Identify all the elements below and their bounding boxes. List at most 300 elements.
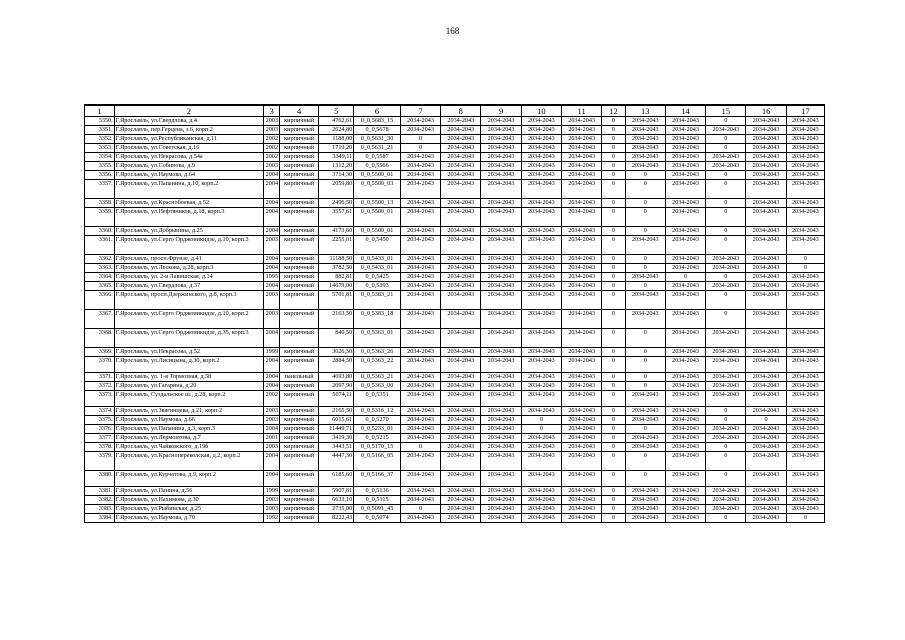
table-cell: 2034-2043 — [786, 273, 824, 282]
table-cell: 4447,30 — [319, 452, 354, 471]
table-cell: 3557,61 — [319, 208, 354, 227]
table-cell: 3359. — [85, 208, 115, 227]
table-cell: 2034-2043 — [400, 264, 440, 273]
table-cell: 2034-2043 — [786, 227, 824, 236]
table-cell: кирпичный — [280, 227, 319, 236]
table-row — [85, 348, 825, 357]
table-cell: 2034-2043 — [746, 348, 786, 357]
table-cell: 2034-2043 — [400, 291, 440, 310]
table-cell: 0_0,5316_12 — [354, 407, 401, 416]
table-cell: 2034-2043 — [441, 291, 481, 310]
table-cell: 3443,51 — [319, 443, 354, 452]
table-cell: 2034-2043 — [746, 227, 786, 236]
table-cell: 1999 — [264, 348, 280, 357]
column-header: 10 — [521, 105, 561, 117]
table-cell: 2003 — [264, 162, 280, 171]
table-cell: 2034-2043 — [521, 144, 561, 153]
table-cell: 2034-2043 — [521, 135, 561, 144]
table-cell: 2034-2043 — [521, 171, 561, 180]
table-cell: 2034-2043 — [746, 282, 786, 291]
table-header — [85, 105, 825, 117]
table-cell: 2034-2043 — [400, 329, 440, 348]
table-cell: Г.Ярославль, ул.Гагарина, д.20 — [114, 382, 263, 391]
table-cell: 2034-2043 — [441, 329, 481, 348]
table-cell: 2001 — [264, 434, 280, 443]
table-cell: 0 — [602, 443, 625, 452]
table-cell: 2034-2043 — [746, 273, 786, 282]
table-cell: 2034-2043 — [562, 208, 602, 227]
table-cell: 0_0,5091_45 — [354, 505, 401, 514]
table-cell: 3374. — [85, 407, 115, 416]
table-cell: 0 — [625, 357, 665, 373]
table-cell: 4173,60 — [319, 227, 354, 236]
table-cell: 2034-2043 — [746, 144, 786, 153]
table-cell: 0_0,5433_01 — [354, 264, 401, 273]
table-cell: панельный — [280, 373, 319, 382]
table-cell: 0_0,5587 — [354, 153, 401, 162]
table-cell: кирпичный — [280, 329, 319, 348]
table-cell: Г.Ярославль, ул.Республиканская, д.11 — [114, 135, 263, 144]
table-cell: 2034-2043 — [562, 357, 602, 373]
table-cell: 2034-2043 — [786, 291, 824, 310]
table-cell: Г.Ярославль, ул.Серго Орджоникидзе, д.10, корп.2 — [114, 310, 263, 329]
table-cell: 2034-2043 — [665, 208, 705, 227]
table-cell: 2034-2043 — [625, 487, 665, 496]
table-row — [85, 153, 825, 162]
table-cell: Г.Ярославль, ул.Папанина, д.3, корп.3 — [114, 425, 263, 434]
table-cell: 2034-2043 — [562, 382, 602, 391]
table-cell: 6633,10 — [319, 496, 354, 505]
table-cell: 0 — [602, 273, 625, 282]
table-body — [85, 117, 825, 523]
table-cell: 2034-2043 — [706, 382, 746, 391]
table-row — [85, 310, 825, 329]
table-cell: 0 — [602, 264, 625, 273]
table-cell: 2034-2043 — [786, 282, 824, 291]
table-cell: 2004 — [264, 199, 280, 208]
table-cell: 0 — [521, 416, 561, 425]
table-cell: 2034-2043 — [562, 171, 602, 180]
table-cell: 2034-2043 — [481, 126, 521, 135]
table-cell: 2034-2043 — [746, 264, 786, 273]
table-cell: 2034-2043 — [746, 471, 786, 487]
table-cell: 2034-2043 — [562, 126, 602, 135]
table-cell: 2034-2043 — [400, 382, 440, 391]
table-cell: 2034-2043 — [665, 487, 705, 496]
table-cell: 2034-2043 — [521, 291, 561, 310]
table-row — [85, 382, 825, 391]
table-cell: кирпичный — [280, 273, 319, 282]
table-cell: 2034-2043 — [481, 291, 521, 310]
table-cell: 5701,81 — [319, 291, 354, 310]
table-cell: 2034-2043 — [746, 162, 786, 171]
table-row — [85, 282, 825, 291]
table-cell: 2624,80 — [319, 126, 354, 135]
table-cell: 2034-2043 — [665, 348, 705, 357]
table-cell: Г.Ярославль, просп.Дзержинского, д.8, корп.3 — [114, 291, 263, 310]
table-cell: 0 — [602, 153, 625, 162]
table-cell: 2004 — [264, 452, 280, 471]
table-cell: 3372. — [85, 382, 115, 391]
table-cell: 2034-2043 — [521, 373, 561, 382]
table-cell: Г.Ярославль, ул.Наумова, д.66 — [114, 416, 263, 425]
table-cell: 3349,11 — [319, 153, 354, 162]
table-cell: 2034-2043 — [562, 496, 602, 505]
table-cell: 2034-2043 — [521, 348, 561, 357]
table-cell: 0 — [602, 382, 625, 391]
table-row — [85, 162, 825, 171]
table-cell: 0_0,5363_01 — [354, 329, 401, 348]
column-header: 9 — [481, 105, 521, 117]
table-cell: 0_0,5393 — [354, 282, 401, 291]
table-cell: 2034-2043 — [665, 227, 705, 236]
table-cell: 3365. — [85, 282, 115, 291]
table-row — [85, 264, 825, 273]
table-cell: 2034-2043 — [746, 199, 786, 208]
table-cell: 2003 — [264, 505, 280, 514]
table-cell: 2034-2043 — [665, 117, 705, 126]
table-cell: 2034-2043 — [625, 117, 665, 126]
table-cell: Г.Ярославль, ул.Папанина, д.10, корп.2 — [114, 180, 263, 199]
table-cell: 2034-2043 — [441, 357, 481, 373]
table-cell: 2034-2043 — [665, 443, 705, 452]
table-cell: 0 — [625, 208, 665, 227]
table-cell: 1188,00 — [319, 135, 354, 144]
table-cell: Г.Ярославль, Суздальское ш., д.28, корп.2 — [114, 391, 263, 407]
table-cell: 2034-2043 — [400, 273, 440, 282]
table-cell: 2097,90 — [319, 382, 354, 391]
table-cell: 2034-2043 — [562, 348, 602, 357]
table-cell: 2034-2043 — [786, 162, 824, 171]
table-cell: 0 — [665, 273, 705, 282]
table-cell: 2034-2043 — [481, 236, 521, 255]
table-cell: 2034-2043 — [481, 443, 521, 452]
table-row — [85, 273, 825, 282]
table-cell: 0_0,5351 — [354, 391, 401, 407]
table-cell: 2034-2043 — [786, 171, 824, 180]
table-cell: 2034-2043 — [481, 117, 521, 126]
table-cell: 2034-2043 — [706, 153, 746, 162]
table-cell: 2034-2043 — [562, 452, 602, 471]
table-cell: 2034-2043 — [562, 416, 602, 425]
table-cell: 2034-2043 — [746, 291, 786, 310]
table-cell: 2034-2043 — [400, 373, 440, 382]
table-cell: 2034-2043 — [665, 282, 705, 291]
table-cell: Г.Ярославль, ул.Лескова, д.28, корп.3 — [114, 264, 263, 273]
table-cell: 2034-2043 — [481, 496, 521, 505]
table-cell: 2034-2043 — [521, 153, 561, 162]
table-cell: 0_0,5383_21 — [354, 291, 401, 310]
table-cell: 2034-2043 — [400, 357, 440, 373]
table-cell: 2034-2043 — [521, 487, 561, 496]
table-cell: 2034-2043 — [665, 425, 705, 434]
table-cell: 2034-2043 — [746, 452, 786, 471]
table-cell: 2034-2043 — [562, 199, 602, 208]
table-cell: кирпичный — [280, 357, 319, 373]
table-cell: 2034-2043 — [400, 227, 440, 236]
table-cell: 0 — [602, 407, 625, 416]
table-cell: 3379. — [85, 452, 115, 471]
table-cell: Г.Ярославль, ул.Свердлова, д.4 — [114, 117, 263, 126]
table-cell: 0 — [602, 180, 625, 199]
table-cell: 0 — [786, 514, 824, 523]
table-cell: 2034-2043 — [746, 255, 786, 264]
table-cell: Г.Ярославль, ул.Добрынина, д.25 — [114, 227, 263, 236]
table-cell: 2034-2043 — [521, 282, 561, 291]
table-cell: 2034-2043 — [400, 153, 440, 162]
table-cell: 2034-2043 — [746, 135, 786, 144]
table-cell: 0 — [602, 135, 625, 144]
table-cell: Г.Ярославль, ул.Чайковского, д.19б — [114, 443, 263, 452]
table-cell: 0 — [706, 514, 746, 523]
table-cell: 0 — [706, 471, 746, 487]
table-cell: 0 — [602, 425, 625, 434]
table-cell: 0_0,5215 — [354, 434, 401, 443]
table-cell: 0 — [786, 264, 824, 273]
table-cell: 2034-2043 — [441, 425, 481, 434]
table-cell: кирпичный — [280, 407, 319, 416]
table-cell: 3714,30 — [319, 171, 354, 180]
table-cell: 3370. — [85, 357, 115, 373]
table-cell: 0 — [625, 471, 665, 487]
table-cell: 2034-2043 — [521, 407, 561, 416]
column-header: 8 — [441, 105, 481, 117]
table-cell: 0_0,5233_01 — [354, 425, 401, 434]
table-cell: 2034-2043 — [521, 227, 561, 236]
table-cell: 5074,11 — [319, 391, 354, 407]
table-cell: 2034-2043 — [481, 382, 521, 391]
table-cell: 0 — [706, 180, 746, 199]
table-cell: 2034-2043 — [665, 382, 705, 391]
table-cell: 2034-2043 — [786, 434, 824, 443]
table-cell: 2034-2043 — [746, 391, 786, 407]
table-cell: 2034-2043 — [400, 391, 440, 407]
table-cell: 2034-2043 — [562, 443, 602, 452]
column-header: 16 — [746, 105, 786, 117]
table-cell: 3362. — [85, 255, 115, 264]
table-cell: кирпичный — [280, 291, 319, 310]
table-cell: 2003 — [264, 496, 280, 505]
table-cell: кирпичный — [280, 180, 319, 199]
table-cell: 1999 — [264, 487, 280, 496]
table-row — [85, 208, 825, 227]
table-cell: 3368. — [85, 329, 115, 348]
table-cell: кирпичный — [280, 144, 319, 153]
table-cell: 2034-2043 — [441, 471, 481, 487]
table-cell: 3376. — [85, 425, 115, 434]
table-cell: 0 — [625, 329, 665, 348]
table-cell: 3361. — [85, 236, 115, 255]
table-cell: 2034-2043 — [625, 153, 665, 162]
column-header: 15 — [706, 105, 746, 117]
table-cell: 2034-2043 — [400, 282, 440, 291]
table-cell: кирпичный — [280, 264, 319, 273]
table-cell: 2034-2043 — [400, 514, 440, 523]
table-cell: 0 — [706, 443, 746, 452]
column-header: 13 — [625, 105, 665, 117]
table-cell: 2034-2043 — [481, 373, 521, 382]
table-cell: 3364. — [85, 273, 115, 282]
table-cell: 3782,50 — [319, 264, 354, 273]
table-cell: Г.Ярославль, ул.Собинова, д.9 — [114, 162, 263, 171]
table-cell: 0 — [400, 443, 440, 452]
table-cell: кирпичный — [280, 391, 319, 407]
table-cell: 2034-2043 — [706, 391, 746, 407]
table-cell: 0_0,5383_18 — [354, 310, 401, 329]
table-row — [85, 236, 825, 255]
table-cell: 0_0,5170_15 — [354, 443, 401, 452]
table-cell: 2034-2043 — [400, 487, 440, 496]
table-cell: 2034-2043 — [786, 443, 824, 452]
table-cell: 0 — [602, 514, 625, 523]
table-cell: 0 — [625, 452, 665, 471]
table-cell: кирпичный — [280, 452, 319, 471]
table-cell: 2034-2043 — [746, 357, 786, 373]
table-cell: 2034-2043 — [481, 208, 521, 227]
table-cell: 2034-2043 — [521, 126, 561, 135]
table-cell: 0 — [521, 425, 561, 434]
table-row — [85, 199, 825, 208]
table-cell: 2003 — [264, 117, 280, 126]
table-cell: 3381. — [85, 487, 115, 496]
column-header: 4 — [280, 105, 319, 117]
table-cell: 2034-2043 — [625, 434, 665, 443]
table-cell: 2034-2043 — [562, 434, 602, 443]
table-cell: 0 — [706, 117, 746, 126]
table-cell: 0_0,5500_01 — [354, 208, 401, 227]
table-cell: 2034-2043 — [481, 357, 521, 373]
table-cell: 2034-2043 — [665, 434, 705, 443]
table-cell: 2034-2043 — [706, 505, 746, 514]
table-cell: 2034-2043 — [400, 255, 440, 264]
table-cell: 2034-2043 — [562, 425, 602, 434]
column-header: 11 — [562, 105, 602, 117]
table-cell: 2034-2043 — [665, 505, 705, 514]
table-cell: 2034-2043 — [441, 416, 481, 425]
table-cell: 0 — [625, 227, 665, 236]
table-cell: 0 — [602, 496, 625, 505]
table-cell: 2034-2043 — [400, 416, 440, 425]
table-cell: 3026,50 — [319, 348, 354, 357]
table-cell: 2034-2043 — [746, 126, 786, 135]
table-cell: 2034-2043 — [521, 264, 561, 273]
table-cell: 2034-2043 — [441, 180, 481, 199]
table-cell: Г.Ярославль, ул.Некрасова, д.52 — [114, 348, 263, 357]
table-cell: 0 — [706, 227, 746, 236]
table-cell: кирпичный — [280, 153, 319, 162]
table-cell: 2034-2043 — [786, 348, 824, 357]
table-cell: 0 — [602, 329, 625, 348]
table-cell: 0_0,5500_13 — [354, 199, 401, 208]
table-cell: 2003 — [264, 407, 280, 416]
table-cell: 2034-2043 — [562, 273, 602, 282]
table-row — [85, 416, 825, 425]
table-cell: 2034-2043 — [746, 180, 786, 199]
table-cell: 2034-2043 — [786, 236, 824, 255]
table-cell: 2034-2043 — [441, 505, 481, 514]
table-cell: 0 — [706, 135, 746, 144]
table-cell: 2034-2043 — [706, 329, 746, 348]
table-cell: 2003 — [264, 236, 280, 255]
table-cell: 2034-2043 — [521, 199, 561, 208]
table-cell: 2034-2043 — [481, 144, 521, 153]
table-cell: 0 — [706, 291, 746, 310]
table-cell: 2735,00 — [319, 505, 354, 514]
header-row — [85, 105, 825, 117]
table-cell: 2034-2043 — [706, 373, 746, 382]
column-header: 14 — [665, 105, 705, 117]
table-cell: 0 — [625, 348, 665, 357]
table-cell: 2034-2043 — [746, 496, 786, 505]
table-cell: 2034-2043 — [625, 514, 665, 523]
table-cell: 0 — [625, 171, 665, 180]
table-cell: 2034-2043 — [786, 496, 824, 505]
table-cell: 0 — [602, 391, 625, 407]
table-cell: 0 — [786, 255, 824, 264]
table-cell: Г.Ярославль, ул.Курчатова, д.9, корп.2 — [114, 471, 263, 487]
table-cell: 2034-2043 — [481, 180, 521, 199]
page-number: 168 — [445, 26, 460, 36]
table-cell: 2034-2043 — [706, 357, 746, 373]
table-cell: 0 — [706, 273, 746, 282]
table-cell: 0_0,5363_21 — [354, 373, 401, 382]
table-cell: 2034-2043 — [441, 407, 481, 416]
table-cell: 0 — [706, 407, 746, 416]
table-cell: 2034-2043 — [625, 236, 665, 255]
table-cell: 2034-2043 — [746, 505, 786, 514]
table-cell: 2034-2043 — [481, 348, 521, 357]
table-cell: 2034-2043 — [706, 126, 746, 135]
table-cell: 2034-2043 — [786, 425, 824, 434]
table-cell: 2034-2043 — [481, 452, 521, 471]
table-cell: 2034-2043 — [562, 236, 602, 255]
table-cell: 2034-2043 — [786, 505, 824, 514]
table-cell: 2034-2043 — [441, 199, 481, 208]
table-cell: 1992 — [264, 514, 280, 523]
table-cell: 2034-2043 — [521, 273, 561, 282]
table-cell: Г.Ярославль, ул.Лермонтова, д.7 — [114, 434, 263, 443]
table-cell: 2034-2043 — [521, 236, 561, 255]
table-cell: 0 — [400, 144, 440, 153]
table-row — [85, 357, 825, 373]
table-cell: 2034-2043 — [706, 255, 746, 264]
table-cell: 0_0,5683_15 — [354, 117, 401, 126]
table-cell: 3373. — [85, 391, 115, 407]
table-cell: 2034-2043 — [400, 199, 440, 208]
table-cell: 2004 — [264, 264, 280, 273]
column-header: 7 — [400, 105, 440, 117]
table-cell: 2034-2043 — [562, 117, 602, 126]
table-cell: 2034-2043 — [746, 171, 786, 180]
table-cell: 2034-2043 — [562, 255, 602, 264]
table-cell: 0_0,5450 — [354, 236, 401, 255]
table-cell: 2034-2043 — [481, 425, 521, 434]
table-cell: 0 — [400, 135, 440, 144]
table-cell: Г.Ярославль, ул.Краснобоевая, д.52 — [114, 199, 263, 208]
table-cell: 2034-2043 — [441, 162, 481, 171]
table-cell: 2034-2043 — [786, 144, 824, 153]
table-cell: 2034-2043 — [481, 199, 521, 208]
table-cell: 2034-2043 — [706, 282, 746, 291]
table-cell: 2255,01 — [319, 236, 354, 255]
table-cell: 0_0,5631_21 — [354, 144, 401, 153]
table-cell: 2034-2043 — [400, 126, 440, 135]
table-cell: 0 — [400, 505, 440, 514]
table-cell: 2034-2043 — [481, 310, 521, 329]
table-cell: 0_0,5166_37 — [354, 471, 401, 487]
table-cell: 2034-2043 — [521, 505, 561, 514]
table-cell: 2004 — [264, 227, 280, 236]
